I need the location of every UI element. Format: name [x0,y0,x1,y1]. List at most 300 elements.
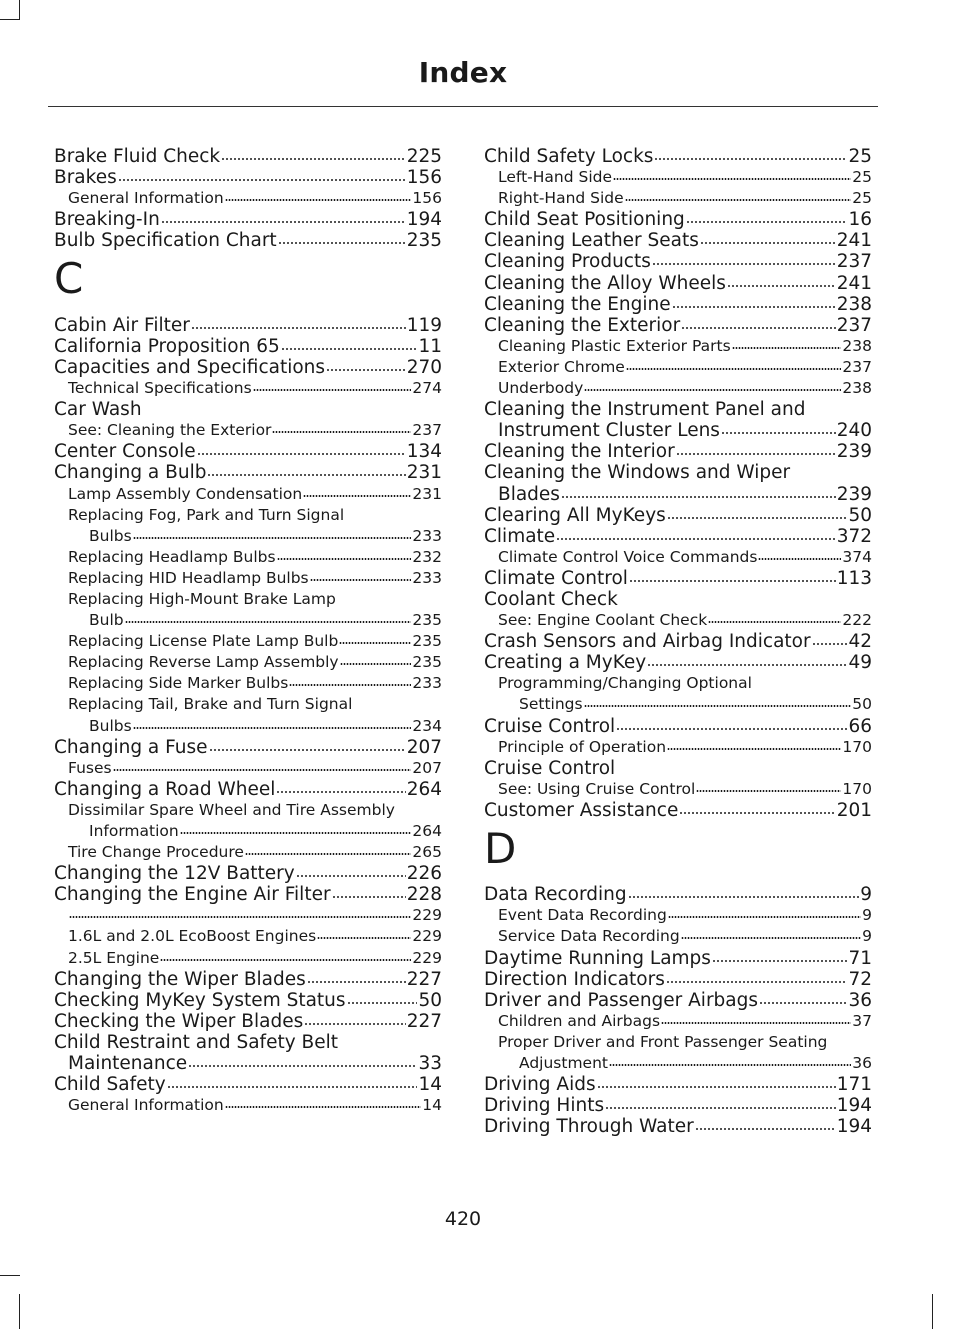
leader-dots [188,1065,417,1067]
leader-dots [180,832,412,834]
index-entry [54,1011,442,1032]
leader-dots [628,896,860,898]
leader-dots [609,1064,851,1066]
leader-dots [339,642,411,644]
index-entry [54,926,442,947]
entry-label: Driving Hints [484,1095,605,1117]
index-entry [484,694,872,715]
leader-dots [209,749,406,751]
leader-dots [613,178,851,180]
entry-label: Cleaning Plastic Exterior Parts [498,336,731,355]
entry-label: Changing the Wiper Blades [54,968,306,990]
leader-dots [167,1086,418,1088]
entry-label: Cleaning the Interior [484,441,675,463]
index-entry [484,969,872,990]
index-entry [484,294,872,315]
index-entry [54,167,442,188]
leader-dots [686,221,848,223]
entry-label: Checking MyKey System Status [54,989,346,1011]
entry-label: Dissimilar Spare Wheel and Tire Assembly [68,800,395,819]
index-entry [484,884,872,905]
leader-dots [221,158,406,160]
leader-dots [281,348,418,350]
entry-label: Instrument Cluster Lens [498,420,720,442]
entry-label: Technical Specifications [68,379,252,398]
index-entry [484,1011,872,1032]
entry-label: Exterior Chrome [498,357,625,376]
entry-label: Adjustment [519,1054,608,1073]
entry-page-number: 227 [406,1010,442,1032]
index-entry [54,357,442,378]
entry-label: Driving Through Water [484,1116,694,1138]
entry-page-number: 233 [412,674,442,693]
entry-page-number: 25 [852,189,872,208]
leader-dots [727,285,836,287]
entry-label: Changing the Engine Air Filter [54,884,331,906]
entry-page-number: 235 [412,653,442,672]
entry-page-number: 9 [862,927,872,946]
index-section-letter [54,251,442,314]
entry-page-number: 274 [412,379,442,398]
entry-label: Coolant Check [484,588,618,610]
leader-dots [225,199,412,201]
index-entry [484,758,872,779]
index-entry [484,420,872,441]
leader-dots [700,242,836,244]
index-entry [484,652,872,673]
entry-page-number: 264 [412,822,442,841]
entry-page-number: 270 [406,356,442,378]
entry-label: Creating a MyKey [484,652,647,674]
entry-page-number: 235 [406,230,442,252]
index-entry [484,357,872,378]
entry-label: Fuses [68,758,112,777]
entry-page-number: 235 [412,611,442,630]
index-entry [54,462,442,483]
leader-dots [652,263,836,265]
entry-label: Left-Hand Side [498,168,613,187]
entry-page-number: 225 [406,146,442,167]
entry-label: Cleaning the Alloy Wheels [484,272,726,294]
entry-page-number: 37 [852,1011,872,1030]
entry-label: Climate Control Voice Commands [498,547,758,566]
index-entry [484,547,872,568]
index-entry [54,188,442,209]
index-entry [54,1095,442,1116]
leader-dots [696,790,841,792]
entry-label: See: Engine Coolant Check [498,611,708,630]
index-entry [484,1053,872,1074]
leader-dots [160,959,411,961]
leader-dots [207,474,405,476]
index-entry [54,652,442,673]
index-entry [54,399,442,420]
index-entry [484,441,872,462]
index-column-right [484,146,872,1137]
entry-page-number: 36 [848,989,872,1011]
leader-dots [310,579,412,581]
entry-label: Changing a Road Wheel [54,778,276,800]
index-entry [54,842,442,863]
index-entry [484,251,872,272]
entry-page-number: 50 [852,695,872,714]
entry-page-number: 134 [406,441,442,463]
index-entry [54,610,442,631]
index-entry [484,716,872,737]
entry-page-number: 9 [862,906,872,925]
entry-page-number: 237 [412,421,442,440]
entry-page-number: 170 [842,779,872,798]
entry-page-number: 71 [848,947,872,969]
leader-dots [340,663,412,665]
leader-dots [118,179,406,181]
index-entry [484,505,872,526]
leader-dots [597,1086,836,1088]
index-entry [484,589,872,610]
section-letter: D [484,824,517,873]
entry-page-number: 237 [842,357,872,376]
index-entry [484,146,872,167]
entry-page-number: 207 [412,758,442,777]
leader-dots [304,1023,405,1025]
leader-dots [584,705,852,707]
entry-label: Climate [484,525,556,547]
entry-label: Center Console [54,441,196,463]
index-entry [54,905,442,926]
leader-dots [278,242,406,244]
leader-dots [125,621,412,623]
entry-page-number: 238 [842,379,872,398]
entry-label: Child Safety [54,1074,166,1096]
index-entry [54,315,442,336]
crop-mark [0,19,20,20]
crop-mark [19,0,20,20]
index-section-letter [484,821,872,884]
entry-page-number: 170 [842,737,872,756]
entry-label: Cleaning the Instrument Panel and [484,399,806,421]
index-entry [484,230,872,251]
entry-page-number: 229 [412,927,442,946]
index-entry [484,779,872,800]
index-entry [484,336,872,357]
index-entry [54,484,442,505]
entry-label: Replacing Headlamp Bulbs [68,547,276,566]
index-entry [54,547,442,568]
entry-label: Changing the 12V Battery [54,863,295,885]
leader-dots [708,621,841,623]
index-entry [484,990,872,1011]
entry-label: Principle of Operation [498,737,667,756]
index-entry [484,1095,872,1116]
entry-label: Changing a Bulb [54,462,207,484]
leader-dots [296,875,406,877]
leader-dots [679,812,835,814]
leader-dots [647,664,847,666]
leader-dots [758,558,841,560]
crop-mark [0,1275,20,1276]
crop-mark [19,1294,20,1329]
entry-label: Right-Hand Side [498,189,624,208]
index-entry [484,1032,872,1053]
entry-label: Programming/Changing Optional [498,674,752,693]
section-letter: C [54,254,84,304]
entry-label: Replacing Tail, Brake and Turn Signal [68,695,353,714]
entry-page-number: 233 [412,568,442,587]
entry-label: Replacing Side Marker Bulbs [68,674,289,693]
index-entry [54,737,442,758]
entry-label: General Information [68,1096,224,1115]
entry-page-number: 265 [412,843,442,862]
index-entry [54,863,442,884]
leader-dots [245,853,411,855]
index-entry [54,1032,442,1053]
leader-dots [253,389,412,391]
leader-dots [681,327,836,329]
entry-label: Proper Driver and Front Passenger Seating [498,1032,828,1051]
entry-label: Settings [519,695,583,714]
entry-label: Data Recording [484,884,627,906]
leader-dots [347,1002,418,1004]
index-entry [54,948,442,969]
leader-dots [133,727,412,729]
index-entry [484,484,872,505]
entry-label: Checking the Wiper Blades [54,1010,304,1032]
index-entry [484,737,872,758]
leader-dots [191,327,406,329]
entry-page-number: 207 [406,736,442,758]
entry-page-number: 229 [412,906,442,925]
entry-label: Climate Control [484,567,628,589]
entry-label: Brakes [54,167,117,189]
entry-page-number: 194 [406,209,442,231]
leader-dots [759,1002,847,1004]
entry-page-number: 231 [406,462,442,484]
leader-dots [161,221,406,223]
entry-page-number: 49 [848,652,872,674]
leader-dots [317,937,411,939]
entry-label: Driving Aids [484,1074,596,1096]
index-entry [54,378,442,399]
leader-dots [197,453,406,455]
entry-label: Crash Sensors and Airbag Indicator [484,631,811,653]
entry-label: Child Seat Positioning [484,209,685,231]
index-entry [54,990,442,1011]
entry-page-number: 156 [412,189,442,208]
entry-page-number: 235 [412,632,442,651]
index-entry [54,716,442,737]
entry-label: Cleaning Leather Seats [484,230,699,252]
index-entry [484,1074,872,1095]
entry-label: California Proposition 65 [54,335,280,357]
leader-dots [812,643,848,645]
entry-label: Clearing All MyKeys [484,504,666,526]
leader-dots [289,684,411,686]
leader-dots [307,981,406,983]
entry-page-number: 113 [836,567,872,589]
leader-dots [666,981,848,983]
index-entry [54,589,442,610]
entry-page-number: 374 [842,547,872,566]
index-entry [54,884,442,905]
entry-label: Cleaning the Exterior [484,314,681,336]
entry-label: General Information [68,189,224,208]
entry-page-number: 237 [836,251,872,273]
entry-page-number: 194 [836,1116,872,1138]
leader-dots [605,1107,836,1109]
entry-label: Breaking-In [54,209,160,231]
entry-page-number: 171 [836,1074,872,1096]
page-number: 420 [444,1208,482,1230]
entry-label: See: Using Cruise Control [498,779,696,798]
index-entry [484,526,872,547]
entry-page-number: 234 [412,716,442,735]
index-entry [484,800,872,821]
leader-dots [668,916,861,918]
entry-page-number: 232 [412,547,442,566]
index-entry [54,230,442,251]
leader-dots [654,158,847,160]
leader-dots [625,199,852,201]
index-entry [54,1053,442,1074]
entry-page-number: 372 [836,525,872,547]
index-entry [484,273,872,294]
entry-page-number: 233 [412,526,442,545]
leader-dots [732,347,842,349]
entry-label: See: Cleaning the Exterior [68,421,272,440]
leader-dots [661,1022,851,1024]
entry-label: Car Wash [54,399,142,421]
leader-dots [556,538,835,540]
entry-label: Cleaning the Windows and Wiper [484,462,791,484]
entry-label: Brake Fluid Check [54,146,221,167]
entry-label: Information [89,822,179,841]
index-entry [54,441,442,462]
index-entry [54,146,442,167]
entry-label: Cleaning Products [484,251,651,273]
index-entry [484,673,872,694]
leader-dots [225,1106,422,1108]
entry-label: Event Data Recording [498,906,667,925]
leader-dots [676,453,836,455]
index-entry [484,188,872,209]
index-entry [54,800,442,821]
entry-page-number: 238 [836,293,872,315]
index-entry [54,673,442,694]
index-entry [54,694,442,715]
index-entry [54,505,442,526]
entry-label: Cabin Air Filter [54,314,190,336]
leader-dots [712,960,848,962]
index-entry [54,821,442,842]
entry-page-number: 239 [836,441,872,463]
index-column-left [54,146,442,1116]
entry-label: Replacing License Plate Lamp Bulb [68,632,339,651]
entry-label: Bulbs [89,716,132,735]
leader-dots [561,496,836,498]
entry-page-number: 36 [852,1054,872,1073]
entry-label: Bulbs [89,526,132,545]
index-entry [484,610,872,631]
leader-dots [721,432,836,434]
entry-page-number: 238 [842,336,872,355]
leader-dots [277,558,412,560]
entry-page-number: 239 [836,483,872,505]
leader-dots [113,769,412,771]
leader-dots [695,1128,836,1130]
entry-page-number: 237 [836,314,872,336]
entry-label: Cleaning the Engine [484,293,671,315]
index-entry [54,336,442,357]
index-entry [54,568,442,589]
entry-label: Child Restraint and Safety Belt [54,1031,338,1053]
entry-label: Maintenance [68,1053,188,1075]
leader-dots [626,368,842,370]
entry-label: 1.6L and 2.0L EcoBoost Engines [68,927,317,946]
entry-label: Bulb [89,611,124,630]
leader-dots [616,728,847,730]
leader-dots [133,537,412,539]
entry-label: Lamp Assembly Condensation [68,484,303,503]
entry-page-number: 119 [406,314,442,336]
entry-page-number: 264 [406,778,442,800]
entry-page-number: 25 [852,168,872,187]
entry-label: Service Data Recording [498,927,680,946]
entry-page-number: 222 [842,611,872,630]
leader-dots [272,431,411,433]
leader-dots [667,517,848,519]
entry-label: Children and Airbags [498,1011,661,1030]
index-entry [54,758,442,779]
leader-dots [303,495,411,497]
leader-dots [672,306,836,308]
entry-label: Blades [498,483,560,505]
entry-label: Replacing High-Mount Brake Lamp [68,589,336,608]
entry-label: 2.5L Engine [68,948,160,967]
page-title: Index [418,56,508,89]
index-entry [484,1116,872,1137]
index-entry [484,399,872,420]
leader-dots [681,937,861,939]
entry-page-number: 16 [848,209,872,231]
entry-page-number: 194 [836,1095,872,1117]
entry-page-number: 14 [418,1074,442,1096]
entry-label: Capacities and Specifications [54,356,326,378]
leader-dots [326,369,406,371]
entry-page-number: 156 [406,167,442,189]
entry-page-number: 240 [836,420,872,442]
entry-label: Underbody [498,379,584,398]
entry-label: Replacing Fog, Park and Turn Signal [68,505,345,524]
index-entry [484,631,872,652]
entry-label: Customer Assistance [484,799,679,821]
leader-dots [584,389,841,391]
index-entry [54,1074,442,1095]
entry-page-number: 241 [836,230,872,252]
entry-page-number: 50 [418,989,442,1011]
entry-page-number: 33 [418,1053,442,1075]
entry-page-number: 72 [848,968,872,990]
entry-label: Driver and Passenger Airbags [484,989,759,1011]
entry-page-number: 229 [412,948,442,967]
leader-dots [332,896,406,898]
index-entry [484,378,872,399]
entry-page-number: 231 [412,484,442,503]
index-entry [484,209,872,230]
index-entry [484,167,872,188]
entry-page-number: 9 [860,884,872,906]
leader-dots [276,791,405,793]
title-rule [48,106,878,107]
